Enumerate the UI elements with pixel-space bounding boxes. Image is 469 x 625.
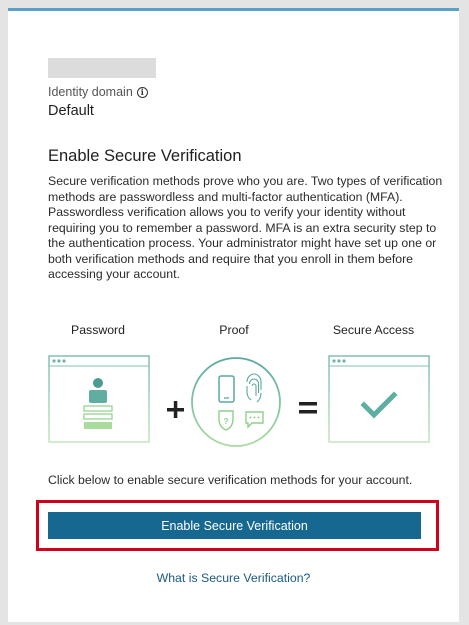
info-icon[interactable]: i — [137, 87, 148, 98]
svg-text:?: ? — [223, 417, 229, 426]
proof-label: Proof — [219, 323, 249, 337]
secure-access-label: Secure Access — [332, 323, 415, 337]
identity-domain-label-text: Identity domain — [48, 85, 133, 99]
verification-diagram — [48, 349, 448, 449]
proof-circle-illustration — [192, 358, 280, 446]
identity-domain-label — [48, 85, 148, 99]
enable-secure-verification-button[interactable]: Enable Secure Verification — [48, 512, 421, 539]
page-title: Enable Secure Verification — [48, 147, 242, 165]
password-window-illustration — [49, 356, 149, 442]
what-is-secure-verification-link[interactable]: What is Secure Verification? — [156, 571, 311, 585]
plus-icon — [167, 401, 184, 418]
equals-icon — [299, 402, 317, 414]
username-redacted — [48, 58, 156, 78]
identity-domain-value: Default — [48, 103, 94, 119]
password-label: Password — [71, 323, 125, 337]
instruction-text: Click below to enable secure verification methods for your account. — [48, 473, 413, 487]
description-text: Secure verification methods prove who you are. Two types of verification methods are passwordless and multi-factor authentication (MFA). Passwordless verification allows you to verify your identity without requiring you to remember a password. MFA is an extra security step to the authentication process. Your administrator might have set up one or both verification methods and require that you enroll in them before accessing your account. — [48, 174, 443, 281]
login-card — [8, 8, 459, 622]
secure-access-window-illustration — [329, 356, 429, 442]
